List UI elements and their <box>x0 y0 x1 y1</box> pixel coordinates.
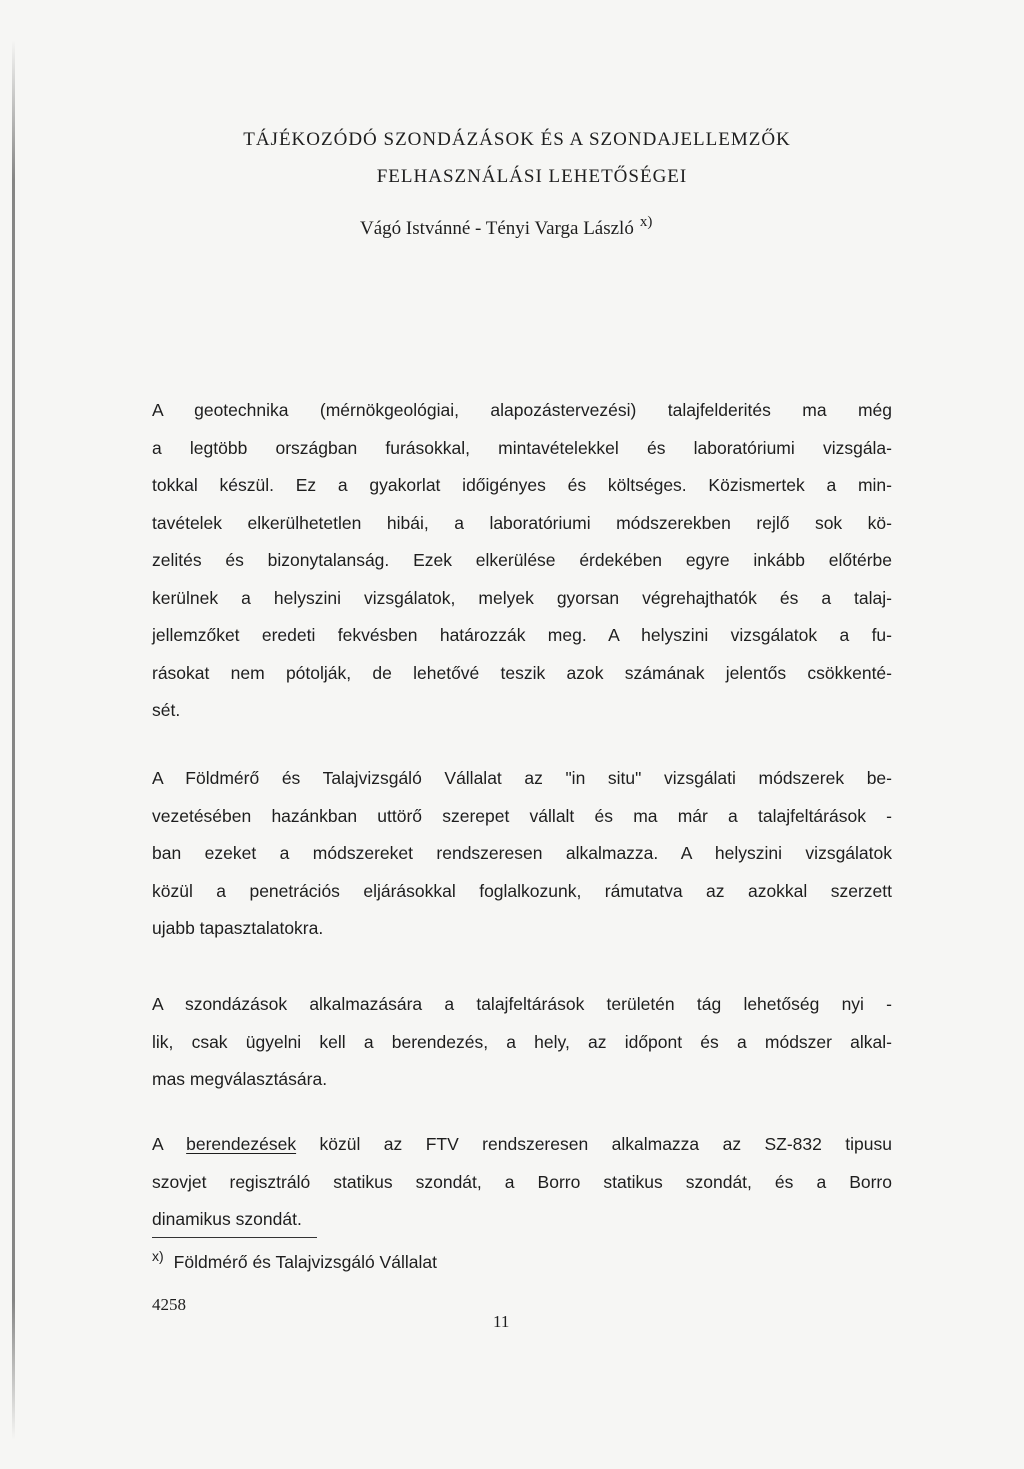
paragraph-line: ujabb tapasztalatokra. <box>152 918 324 938</box>
page-number: 11 <box>493 1312 510 1331</box>
paragraph-line: A szondázások alkalmazására a talajfeltárások területén tág lehetőség nyi - <box>152 994 892 1014</box>
paragraph-line: vezetésében hazánkban uttörő szerepet vállalt és ma már a talajfeltárások - <box>152 805 892 826</box>
line-start: A <box>152 1134 187 1154</box>
document-number: 4258 <box>152 1295 186 1314</box>
author-names: Vágó Istvánné - Tényi Varga László <box>360 218 634 239</box>
underlined-word: berendezések <box>186 1134 297 1154</box>
paragraph-line: a legtöbb országban furásokkal, mintavételekkel és laboratóriumi vizsgála- <box>152 437 892 458</box>
footnote-divider <box>152 1237 317 1238</box>
paragraph-line: A geotechnika (mérnökgeológiai, alapozástervezési) talajfelderités ma még <box>152 400 892 420</box>
paragraph-line: közül a penetrációs eljárásokkal foglalkozunk, rámutatva az azokkal szerzett <box>152 880 892 901</box>
paragraph-1 <box>152 392 892 730</box>
paragraph-line: tokkal készül. Ez a gyakorlat időigényes és költséges. Közismertek a min- <box>152 475 892 495</box>
paragraph-line: dinamikus szondát. <box>152 1209 302 1229</box>
paragraph-line: sét. <box>152 700 181 720</box>
paragraph-line: rásokat nem pótolják, de lehetővé teszik azok számának jelentős csökkenté- <box>152 662 892 683</box>
author-footnote-mark: x) <box>639 214 653 230</box>
title-line-1: TÁJÉKOZÓDÓ SZONDÁZÁSOK ÉS A SZONDAJELLEMZŐK <box>243 129 791 150</box>
line-rest: közül az FTV rendszeresen alkalmazza az SZ-832 tipusu <box>296 1134 893 1154</box>
paragraph-line: ban ezeket a módszereket rendszeresen alkalmazza. A helyszini vizsgálatok <box>152 843 892 863</box>
paragraph-2 <box>152 760 892 948</box>
paragraph-line <box>152 1126 892 1164</box>
paragraph-line: zelités és bizonytalanság. Ezek elkerülése érdekében egyre inkább előtérbe <box>152 550 892 570</box>
paragraph-line: kerülnek a helyszini vizsgálatok, melyek gyorsan végrehajthatók és a talaj- <box>152 587 892 608</box>
footnote-text: Földmérő és Talajvizsgáló Vállalat <box>173 1252 437 1272</box>
paragraph-3 <box>152 986 892 1099</box>
binding-edge <box>12 40 15 1440</box>
paragraph-line: mas megválasztására. <box>152 1069 328 1089</box>
paragraph-line: jellemzőket eredeti fekvésben határozzák meg. A helyszini vizsgálatok a fu- <box>152 625 892 645</box>
paragraph-line: tavételek elkerülhetetlen hibái, a laboratóriumi módszerekben rejlő sok kö- <box>152 512 892 533</box>
paragraph-4 <box>152 1126 892 1239</box>
footnote <box>152 1248 437 1273</box>
title-line-2: FELHASZNÁLÁSI LEHETŐSÉGEI <box>376 166 688 187</box>
authors <box>360 214 652 240</box>
paragraph-line: lik, csak ügyelni kell a berendezés, a hely, az időpont és a módszer alkal- <box>152 1031 892 1052</box>
paragraph-line: A Földmérő és Talajvizsgáló Vállalat az "in situ" vizsgálati módszerek be- <box>152 768 892 788</box>
footnote-mark: x) <box>152 1248 164 1264</box>
paragraph-line: szovjet regisztráló statikus szondát, a Borro statikus szondát, és a Borro <box>152 1171 892 1192</box>
